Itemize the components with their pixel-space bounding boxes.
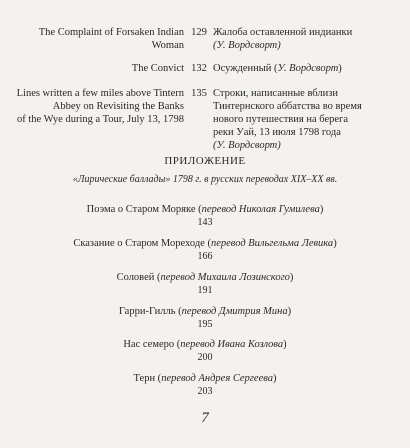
toc-english-line: Abbey on Revisiting the Banks <box>52 101 184 112</box>
appendix-entry-paren: ) <box>333 238 337 249</box>
toc-english-line: The Convict <box>131 63 184 74</box>
toc-russian-line: Строки, написанные вблизи <box>213 88 338 99</box>
toc-author: (У. Вордсворт) <box>213 40 281 51</box>
toc-russian-line: нового путешествия на берега <box>213 114 348 125</box>
appendix-entry-page: 200 <box>197 352 213 363</box>
appendix-entry <box>0 338 410 364</box>
toc-russian-line: реки Уай, 13 июля 1798 года <box>213 127 341 138</box>
toc-russian-line: Жалоба оставленной индианки <box>213 27 353 38</box>
toc-english-line: Woman <box>151 40 184 51</box>
appendix-entry-page: 195 <box>197 319 213 330</box>
appendix-entry-translator: перевод Андрея Сергеева <box>161 373 273 384</box>
appendix-entry-title: Гарри-Гилль ( <box>118 306 182 317</box>
appendix-entry-paren: ) <box>319 204 324 215</box>
appendix-entry <box>0 271 410 297</box>
appendix-entry-paren: ) <box>283 339 287 350</box>
toc-author: У. Вордсворт <box>277 63 339 74</box>
appendix-entry-title: Поэма о Старом Моряке ( <box>86 204 202 215</box>
toc-english-title <box>0 62 184 75</box>
appendix-entry-translator: перевод Ивана Козлова <box>180 339 284 350</box>
toc-page-number: 132 <box>191 63 207 74</box>
appendix-entry-translator: перевод Дмитрия Мина <box>181 306 288 317</box>
toc-english-title <box>0 26 184 52</box>
appendix-entry-translator: перевод Николая Гумилева <box>201 204 320 215</box>
appendix-entry-translator: перевод Вильгельма Левика <box>210 238 334 249</box>
toc-russian-line: Тинтернского аббатства во время <box>213 101 362 112</box>
toc-paren: ) <box>338 63 342 74</box>
page-number: 7 <box>201 410 209 426</box>
appendix-entry-title: Нас семеро ( <box>123 339 181 350</box>
toc-page-number: 129 <box>191 27 207 38</box>
appendix-entry-paren: ) <box>287 306 292 317</box>
toc-russian-title <box>213 26 393 52</box>
toc-russian-line: Осужденный ( <box>213 63 278 74</box>
appendix-entry-translator: перевод Михаила Лозинского <box>160 272 290 283</box>
toc-russian-title <box>213 62 393 75</box>
appendix-entry-page: 191 <box>197 285 213 296</box>
appendix-title: ПРИЛОЖЕНИЕ <box>164 155 246 167</box>
appendix-entry <box>0 305 410 331</box>
toc-author: (У. Вордсворт) <box>213 140 281 151</box>
toc-english-line: of the Wye during a Tour, July 13, 1798 <box>17 114 184 125</box>
toc-russian-title <box>213 87 393 152</box>
appendix-entry <box>0 372 410 398</box>
appendix-entry-title: Терн ( <box>133 373 162 384</box>
appendix-entry-title: Сказание о Старом Мореходе ( <box>73 238 211 249</box>
appendix-entry-page: 166 <box>197 251 213 262</box>
appendix-entry-page: 143 <box>197 217 213 228</box>
appendix-entry-paren: ) <box>289 272 294 283</box>
toc-page-number: 135 <box>191 88 207 99</box>
appendix-entry <box>0 203 410 229</box>
toc-english-line: Lines written a few miles above Tintern <box>16 88 184 99</box>
appendix-entry-title: Соловей ( <box>116 272 161 283</box>
appendix-entry <box>0 237 410 263</box>
appendix-entry-paren: ) <box>272 373 277 384</box>
toc-english-title <box>0 87 184 126</box>
appendix-entry-page: 203 <box>197 386 213 397</box>
appendix-subtitle: «Лирические баллады» 1798 г. в русских переводах XIX–XX вв. <box>72 174 338 185</box>
toc-english-line: The Complaint of Forsaken Indian <box>38 27 184 38</box>
